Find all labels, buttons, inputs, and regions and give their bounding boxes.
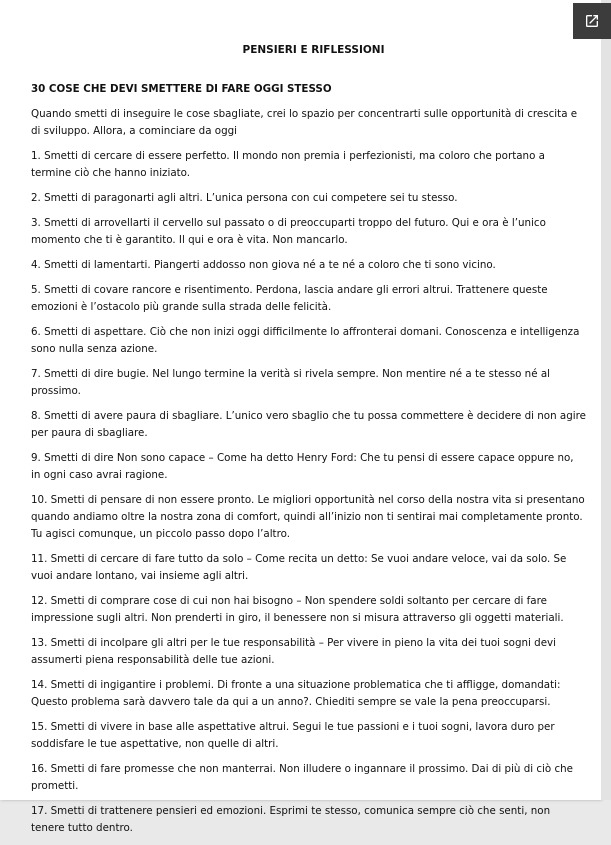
list-item: 15. Smetti di vivere in base alle aspettative altrui. Segui le tue passioni e i tuoi sogni, lavora duro per soddisfare le tue aspettative, non quelle di altri.	[31, 721, 555, 750]
list-item: 5. Smetti di covare rancore e risentimento. Perdona, lascia andare gli errori altrui. Trattenere queste emozioni è l’ostacolo più grande sulla strada delle felicità.	[31, 284, 548, 313]
list-item: 12. Smetti di comprare cose di cui non hai bisogno – Non spendere soldi soltanto per cercare di fare impressione sugli altri. Non prenderti in giro, il benessere non si misura attraverso gli oggetti materiali.	[31, 595, 564, 624]
document-title: PENSIERI E RIFLESSIONI	[242, 44, 385, 56]
open-in-new-icon	[584, 13, 600, 29]
list-item: 7. Smetti di dire bugie. Nel lungo termine la verità si rivela sempre. Non mentire né a te stesso né al prossimo.	[31, 368, 550, 397]
list-item: 11. Smetti di cercare di fare tutto da solo – Come recita un detto: Se vuoi andare veloce, vai da solo. Se vuoi andare lontano, vai insieme agli altri.	[31, 553, 567, 582]
list-item: 1. Smetti di cercare di essere perfetto. Il mondo non premia i perfezionisti, ma coloro che portano a termine ciò che hanno iniziato.	[31, 150, 545, 179]
list-item: 6. Smetti di aspettare. Ciò che non inizi oggi difficilmente lo affronterai domani. Conoscenza e intelligenza sono nulla senza azione.	[31, 326, 580, 355]
list-item: 4. Smetti di lamentarti. Piangerti addosso non giova né a te né a coloro che ti sono vicino.	[31, 259, 496, 271]
popout-button[interactable]	[573, 3, 611, 39]
list-item: 16. Smetti di fare promesse che non manterrai. Non illudere o ingannare il prossimo. Dai di più di ciò che prometti.	[31, 763, 574, 792]
list-item: 9. Smetti di dire Non sono capace – Come ha detto Henry Ford: Che tu pensi di essere capace oppure no, in ogni caso avrai ragione.	[31, 452, 574, 481]
list-item: 17. Smetti di trattenere pensieri ed emozioni. Esprimi te stesso, comunica sempre ciò che senti, non tenere tutto dentro.	[31, 805, 551, 834]
intro-paragraph: Quando smetti di inseguire le cose sbagliate, crei lo spazio per concentrarti sulle opportunità di crescita e di sviluppo. Allora, a cominciare da oggi	[31, 108, 578, 137]
list-item: 3. Smetti di arrovellarti il cervello sul passato o di preoccuparti troppo del futuro. Qui e ora è l’unico momento che ti è garantito. Il qui e ora è vita. Non mancarlo.	[31, 217, 546, 246]
scrollbar[interactable]	[601, 0, 611, 800]
list-item: 8. Smetti di avere paura di sbagliare. L’unico vero sbaglio che tu possa commettere è decidere di non agire per paura di sbagliare.	[31, 410, 586, 439]
list-item: 10. Smetti di pensare di non essere pronto. Le migliori opportunità nel corso della nostra vita si presentano quando andiamo oltre la nostra zona di comfort, quindi all’inizio non ti sentirai mai completamente pronto. Tu agisci comunque, un piccolo passo dopo l’altro.	[31, 494, 585, 540]
document-content	[31, 42, 586, 845]
list-item: 2. Smetti di paragonarti agli altri. L’unica persona con cui competere sei tu stesso.	[31, 192, 458, 204]
list-item: 14. Smetti di ingigantire i problemi. Di fronte a una situazione problematica che ti affligge, domandati: Questo problema sarà davvero tale da qui a un anno?. Chiediti sempre se vale la pena preoccuparsi.	[31, 679, 561, 708]
list-item: 13. Smetti di incolpare gli altri per le tue responsabilità – Per vivere in pieno la vita dei tuoi sogni devi assumerti piena responsabilità delle tue azioni.	[31, 637, 557, 666]
document-subtitle: 30 COSE CHE DEVI SMETTERE DI FARE OGGI STESSO	[31, 83, 332, 95]
